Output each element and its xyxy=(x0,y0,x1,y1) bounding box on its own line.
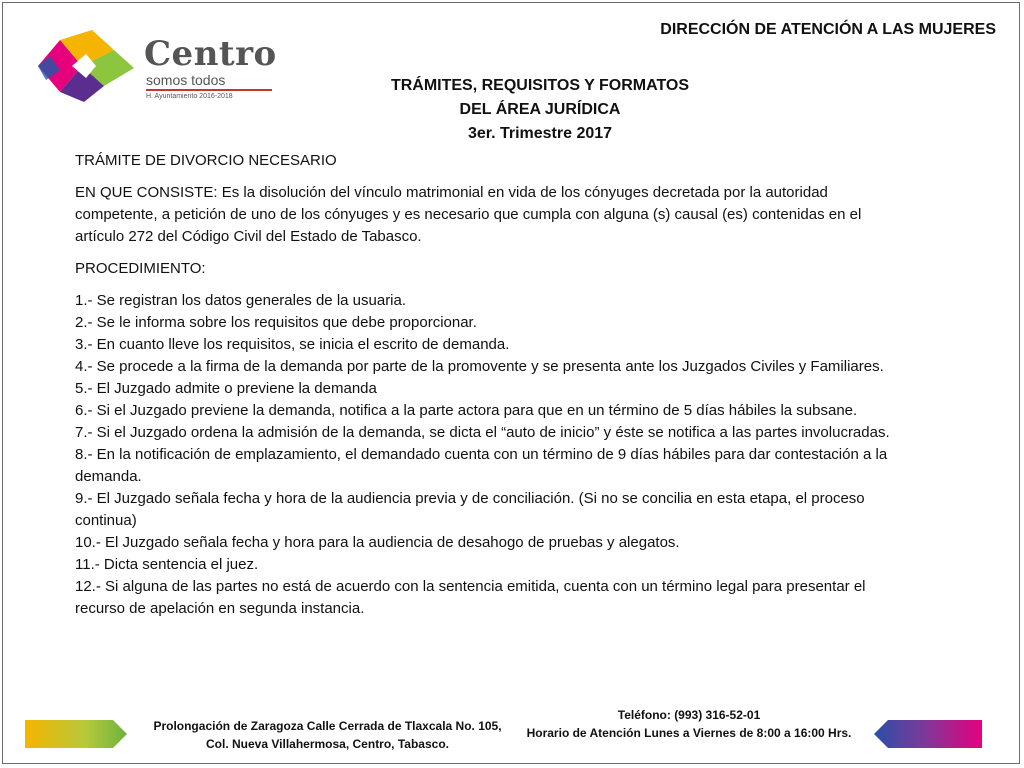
consiste-text: : Es la disolución del vínculo matrimonial en vida de los cónyuges decretada por la autoridad competente, a petición de uno de los cónyuges y es necesario que cumpla con alguna (s) causal (es) contenidas en el artículo 272 del Código Civil del Estado de Tabasco. xyxy=(75,184,862,245)
document-body xyxy=(75,150,903,620)
footer-left-color-bar xyxy=(25,720,127,748)
logo-ayuntamiento: H. Ayuntamiento 2016-2018 xyxy=(146,93,233,100)
procedure-step: 10.- El Juzgado señala fecha y hora para la audiencia de desahogo de pruebas y alegatos. xyxy=(75,534,680,551)
procedure-step: 11.- Dicta sentencia el juez. xyxy=(75,556,259,573)
centro-logo-icon xyxy=(30,26,140,106)
procedure-step: 5.- El Juzgado admite o previene la demanda xyxy=(75,380,377,397)
procedure-step: 4.- Se procede a la firma de la demanda por parte de la promovente y se presenta ante los Juzgados Civiles y Familiares. xyxy=(75,358,884,375)
procedure-step: 3.- En cuanto lleve los requisitos, se inicia el escrito de demanda. xyxy=(75,336,510,353)
tramite-title: TRÁMITE DE DIVORCIO NECESARIO xyxy=(75,152,337,169)
procedure-step: 8.- En la notificación de emplazamiento, el demandado cuenta con un término de 9 días hábiles para dar contestación a la demanda. xyxy=(75,446,888,485)
logo-name: Centro xyxy=(144,34,277,74)
title-line-3: 3er. Trimestre 2017 xyxy=(467,125,613,142)
procedimiento-label: PROCEDIMIENTO: xyxy=(75,260,206,277)
phone-number: Teléfono: (993) 316-52-01 xyxy=(617,708,761,722)
centro-logo xyxy=(30,26,280,106)
procedure-step: 1.- Se registran los datos generales de la usuaria. xyxy=(75,292,407,309)
procedure-step: 6.- Si el Juzgado previene la demanda, notifica a la parte actora para que en un término de 5 días hábiles la subsane. xyxy=(75,402,858,419)
logo-tagline: somos todos xyxy=(146,72,226,88)
procedure-step: 7.- Si el Juzgado ordena la admisión de la demanda, se dicta el “auto de inicio” y éste se notifica a las partes involucradas. xyxy=(75,424,890,441)
consiste-label: EN QUE CONSISTE xyxy=(75,184,214,201)
footer-contact xyxy=(508,706,870,742)
address-line-2: Col. Nueva Villahermosa, Centro, Tabasco. xyxy=(206,737,449,751)
procedure-step: 12.- Si alguna de las partes no está de acuerdo con la sentencia emitida, cuenta con un término legal para presentar el recurso de apelación en segunda instancia. xyxy=(75,578,866,617)
title-line-2: DEL ÁREA JURÍDICA xyxy=(459,101,621,118)
department-heading: DIRECCIÓN DE ATENCIÓN A LAS MUJERES xyxy=(660,21,996,38)
procedure-list xyxy=(75,290,903,620)
logo-underline xyxy=(146,89,272,91)
procedure-step: 2.- Se le informa sobre los requisitos que debe proporcionar. xyxy=(75,314,477,331)
title-line-1: TRÁMITES, REQUISITOS Y FORMATOS xyxy=(390,77,690,94)
consiste-paragraph xyxy=(75,182,903,248)
office-hours: Horario de Atención Lunes a Viernes de 8:00 a 16:00 Hrs. xyxy=(526,726,852,740)
address-line-1: Prolongación de Zaragoza Calle Cerrada de Tlaxcala No. 105, xyxy=(153,719,502,733)
procedure-step: 9.- El Juzgado señala fecha y hora de la audiencia previa y de conciliación. (Si no se concilia en esta etapa, el proceso continua) xyxy=(75,490,865,529)
footer-address xyxy=(140,717,515,753)
footer-right-color-bar xyxy=(874,720,982,748)
